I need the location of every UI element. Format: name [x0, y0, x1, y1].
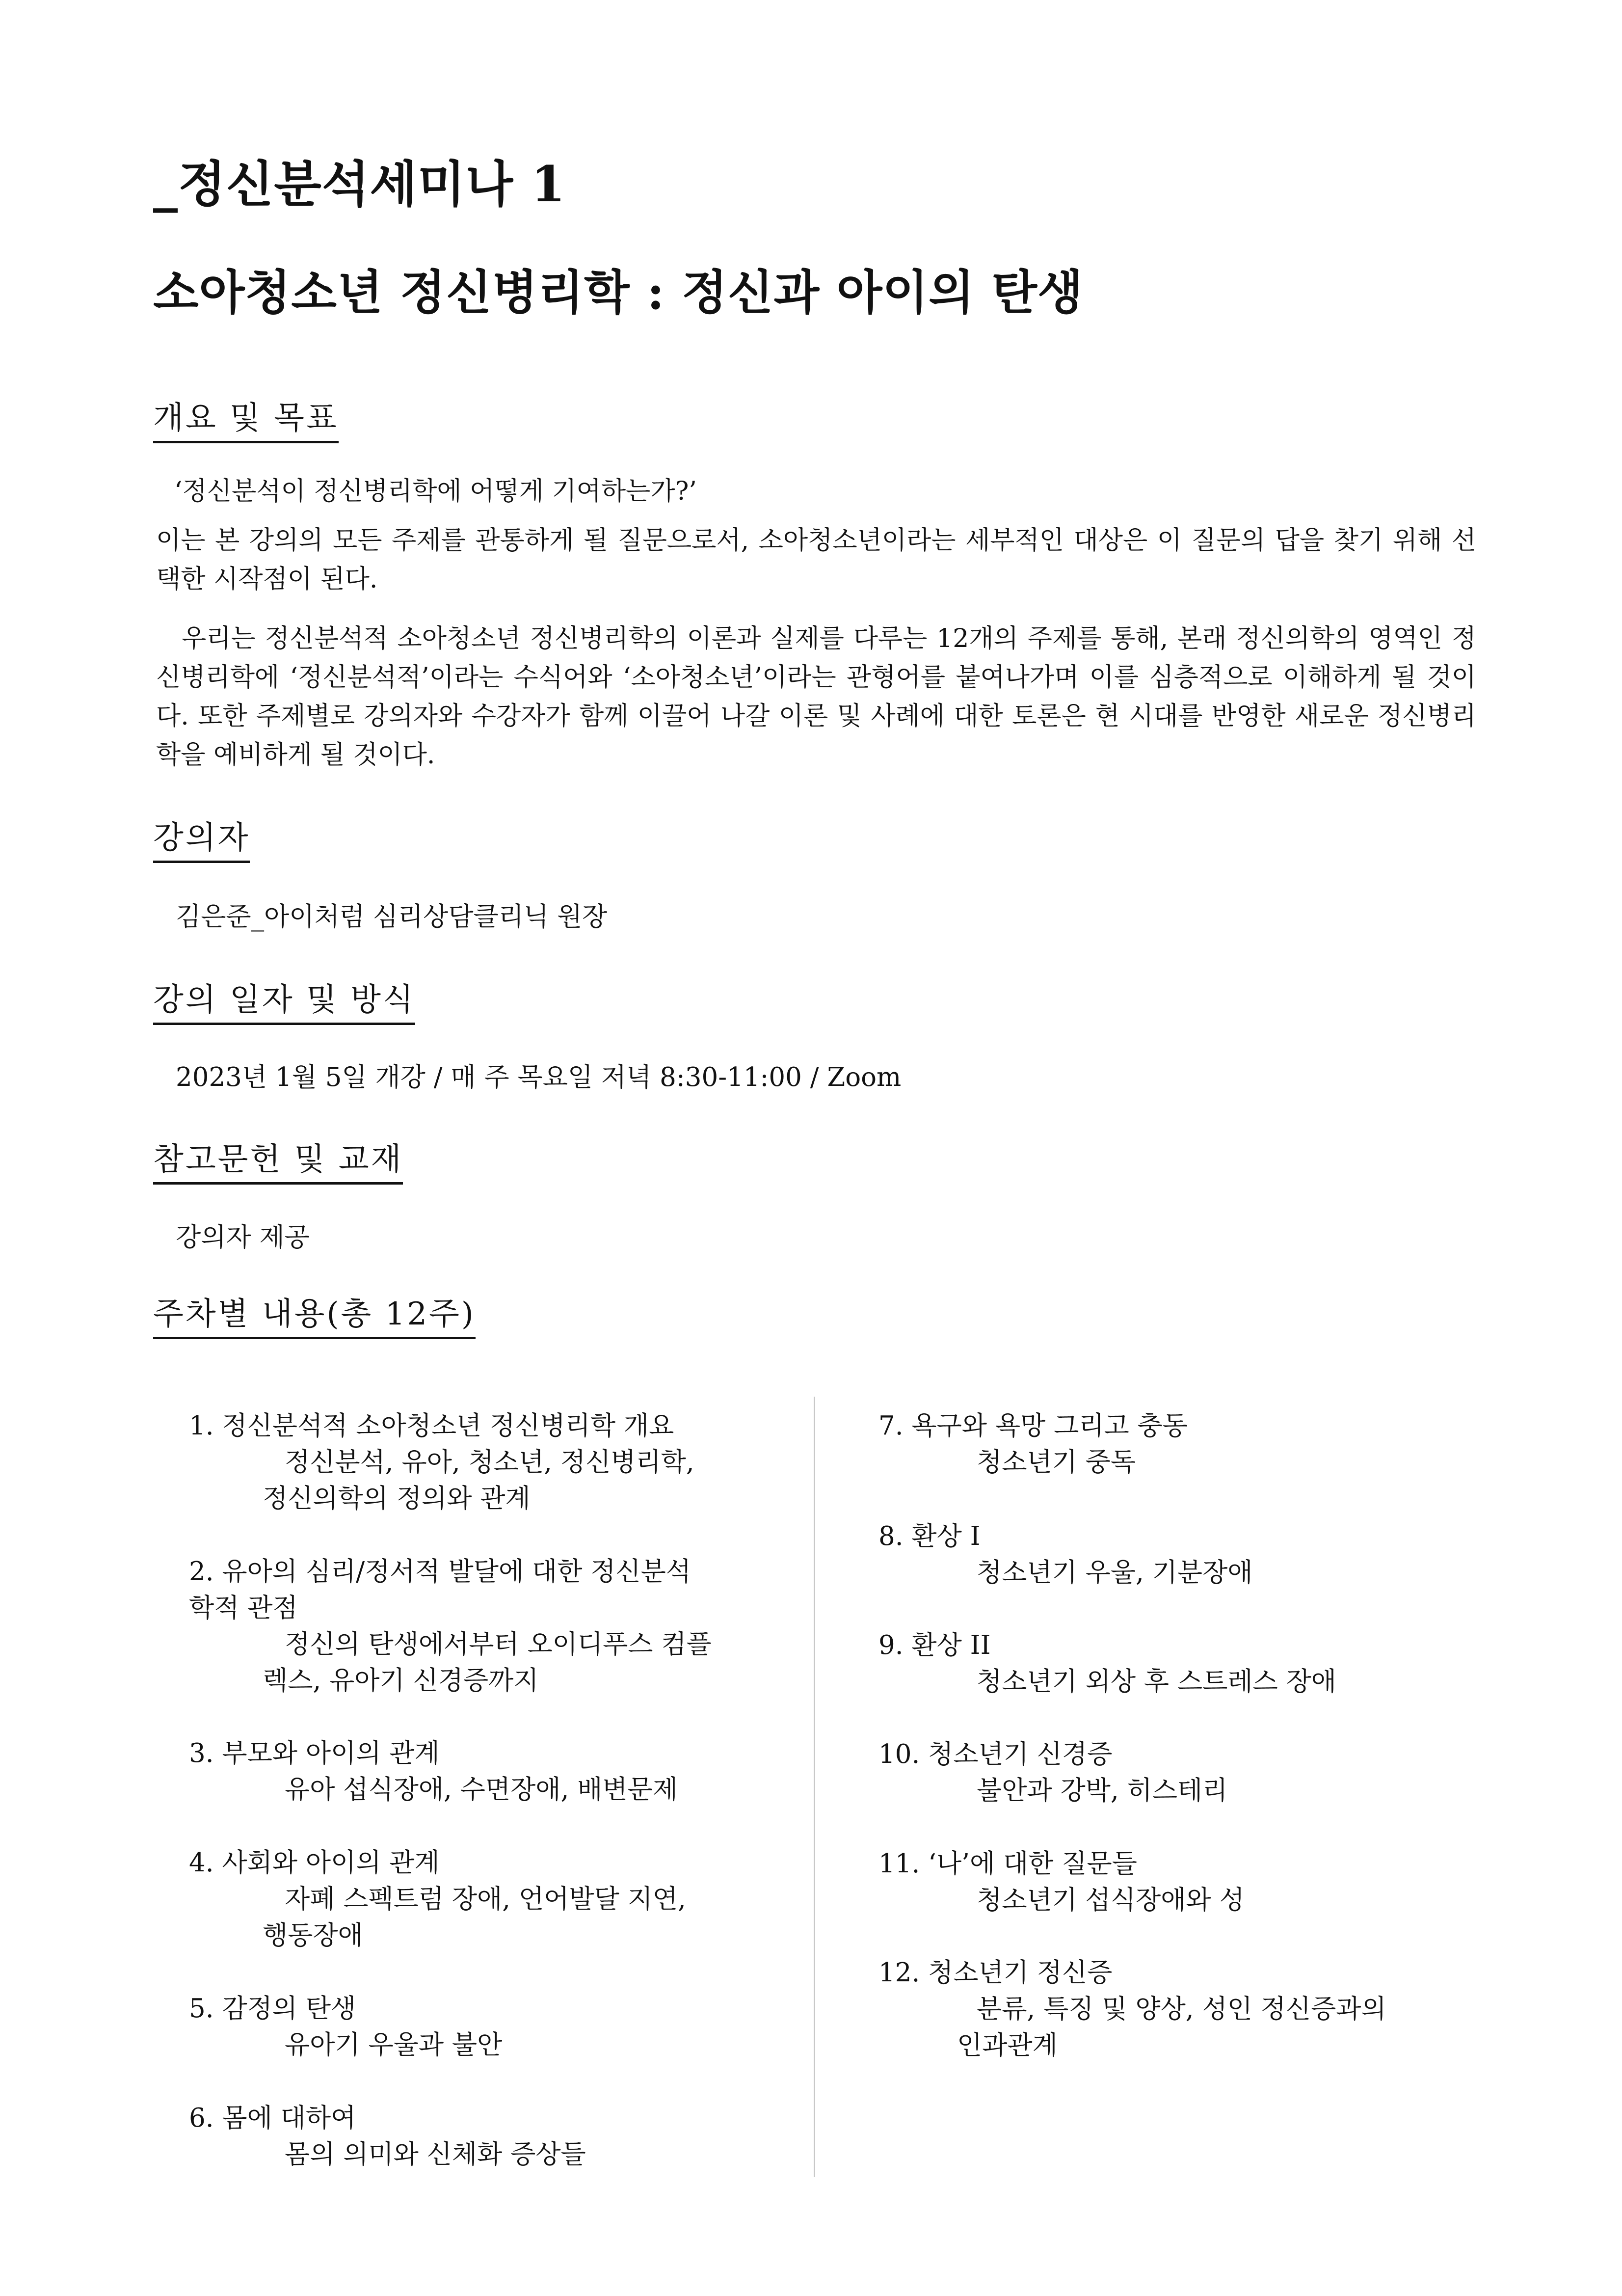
overview-paragraph-1: 이는 본 강의의 모든 주제를 관통하게 될 질문으로서, 소아청소년이라는 세부적인 대상은 이 질문의 답을 찾기 위해 선택한 시작점이 된다.: [156, 526, 1476, 594]
week-title: 1. 정신분석적 소아청소년 정신병리학 개요: [189, 1411, 674, 1441]
section-heading-overview: 개요 및 목표: [153, 393, 339, 443]
seminar-kicker: _정신분석세미나 1: [153, 155, 566, 213]
week-detail: 행동장애: [263, 1920, 363, 1950]
week-detail: 청소년기 중독: [977, 1447, 1136, 1477]
week-detail: 자폐 스펙트럼 장애, 언어발달 지연,: [285, 1884, 686, 1914]
week-item-6: [189, 2100, 586, 2173]
references-text: 강의자 제공: [176, 1222, 310, 1252]
week-detail: 유아기 우울과 불안: [285, 2030, 503, 2060]
week-detail: 청소년기 섭식장애와 성: [977, 1885, 1245, 1915]
overview-paragraph-2: 우리는 정신분석적 소아청소년 정신병리학의 이론과 실제를 다루는 12개의 주제를 통해, 본래 정신의학의 영역인 정신병리학에 ‘정신분석적’이라는 수식어와 ‘소아청소년’이라는 관형어를 붙여나가며 이를 심층적으로 이해하게 될 것이다. 또한 주제별로 강의자와 수강자가 함께 이끌어 나갈 이론 및 사례에 대한 토론은 현 시대를 반영한 새로운 정신병리학을 예비하게 될 것이다.: [156, 624, 1476, 770]
week-detail: 렉스, 유아기 신경증까지: [263, 1666, 539, 1696]
week-title: 12. 청소년기 정신증: [878, 1958, 1113, 1988]
week-detail: 정신의 탄생에서부터 오이디푸스 컴플: [285, 1629, 712, 1659]
week-item-12: [878, 1955, 1386, 2064]
week-detail: 몸의 의미와 신체화 증상들: [285, 2139, 586, 2169]
section-heading-references: 참고문헌 및 교재: [153, 1134, 403, 1185]
week-detail: 인과관계: [957, 2030, 1058, 2060]
schedule-text: 2023년 1월 5일 개강 / 매 주 목요일 저녁 8:30-11:00 / Zoom: [176, 1062, 902, 1092]
week-title: 8. 환상 I: [878, 1521, 981, 1551]
week-title: 5. 감정의 탄생: [189, 1994, 356, 2024]
week-detail: 불안과 강박, 히스테리: [977, 1776, 1228, 1806]
week-title: 9. 환상 II: [878, 1630, 991, 1660]
week-detail: 정신의학의 정의와 관계: [263, 1484, 531, 1513]
week-title: 11. ‘나’에 대한 질문들: [878, 1849, 1137, 1879]
week-item-3: [189, 1735, 678, 1808]
week-title: 2. 유아의 심리/정서적 발달에 대한 정신분석: [189, 1557, 691, 1587]
section-heading-lecturer: 강의자: [153, 812, 250, 863]
overview-quote: ‘정신분석이 정신병리학에 어떻게 기여하는가?’: [174, 477, 697, 506]
week-detail: 청소년기 우울, 기분장애: [977, 1558, 1253, 1588]
week-detail: 유아 섭식장애, 수면장애, 배변문제: [285, 1775, 678, 1805]
week-item-11: [878, 1846, 1245, 1918]
week-item-8: [878, 1518, 1253, 1591]
week-title-continued: 학적 관점: [189, 1593, 298, 1623]
column-divider: [814, 1397, 815, 2177]
week-title: 3. 부모와 아이의 관계: [189, 1738, 440, 1768]
lecturer-text: 김은준_아이처럼 심리상담클리닉 원장: [176, 902, 608, 932]
page-title: 소아청소년 정신병리학 : 정신과 아이의 탄생: [153, 265, 1084, 320]
week-detail: 분류, 특징 및 양상, 성인 정신증과의: [977, 1994, 1386, 2024]
week-item-9: [878, 1627, 1336, 1700]
section-heading-weekly: 주차별 내용(총 12주): [153, 1289, 476, 1339]
week-item-5: [189, 1991, 502, 2063]
week-item-7: [878, 1408, 1188, 1481]
week-item-2: [189, 1554, 712, 1699]
week-title: 7. 욕구와 욕망 그리고 충동: [878, 1411, 1188, 1441]
week-title: 6. 몸에 대하여: [189, 2103, 356, 2133]
week-item-4: [189, 1845, 686, 1954]
week-title: 4. 사회와 아이의 관계: [189, 1848, 440, 1878]
week-title: 10. 청소년기 신경증: [878, 1739, 1113, 1769]
week-item-10: [878, 1736, 1227, 1809]
week-detail: 정신분석, 유아, 청소년, 정신병리학,: [285, 1447, 694, 1477]
week-detail: 청소년기 외상 후 스트레스 장애: [977, 1667, 1336, 1697]
week-item-1: [189, 1408, 694, 1517]
section-heading-schedule: 강의 일자 및 방식: [153, 974, 415, 1025]
